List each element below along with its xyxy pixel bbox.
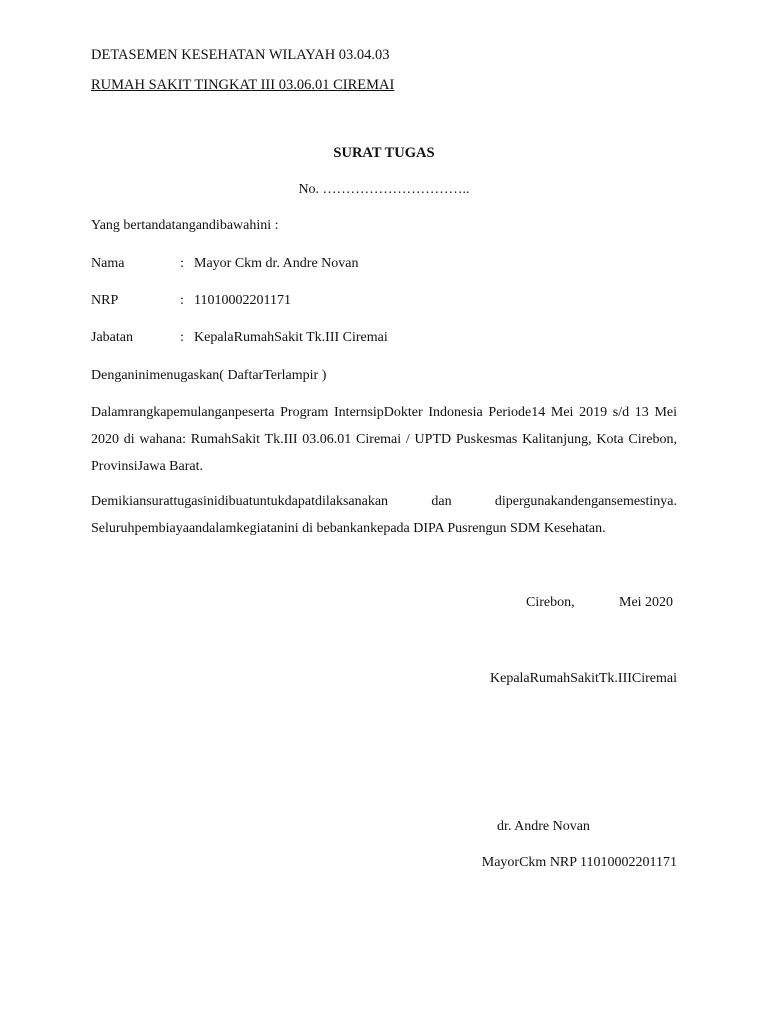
signatory-position: KepalaRumahSakitTk.IIICiremai xyxy=(490,671,677,686)
assignment-text: Denganinimenugaskan( DaftarTerlampir ) xyxy=(91,368,327,383)
field-jabatan-value: KepalaRumahSakit Tk.III Ciremai xyxy=(194,330,388,345)
document-title: SURAT TUGAS xyxy=(333,145,435,161)
field-nrp-value: 11010002201171 xyxy=(194,293,291,308)
closing-paragraph: Demikiansurattugasinidibuatuntukdapatdilaksanakan dan dipergunakandengansemestinya. Seluruhpembiayaandalamkegiatanini di bebankankepada DIPA Pusrengun SDM Kesehatan. xyxy=(91,494,677,536)
signatory-rank-nrp: MayorCkm NRP 11010002201171 xyxy=(481,855,677,870)
field-nrp-separator: : xyxy=(180,293,184,308)
field-nama-separator: : xyxy=(180,256,184,271)
intro-text: Yang bertandatangandibawahini : xyxy=(91,218,279,233)
field-jabatan-label: Jabatan xyxy=(91,330,133,345)
field-jabatan-separator: : xyxy=(180,330,184,345)
purpose-paragraph: Dalamrangkapemulanganpeserta Program InternsipDokter Indonesia Periode14 Mei 2019 s/d 13 Mei 2020 di wahana: RumahSakit Tk.III 03.06.01 Ciremai / UPTD Puskesmas Kalitanjung, Kota Cirebon, ProvinsiJawa Barat. xyxy=(91,405,677,474)
field-nrp-label: NRP xyxy=(91,293,119,308)
signatory-name: dr. Andre Novan xyxy=(497,819,590,834)
field-nama-value: Mayor Ckm dr. Andre Novan xyxy=(194,256,359,271)
field-nama-label: Nama xyxy=(91,256,125,271)
header-unit: DETASEMEN KESEHATAN WILAYAH 03.04.03 xyxy=(91,47,390,63)
place-text: Cirebon, xyxy=(526,595,575,610)
date-text: Mei 2020 xyxy=(619,595,674,610)
document-number: No. ………………………….. xyxy=(298,182,470,197)
place-date xyxy=(526,595,674,611)
header-hospital: RUMAH SAKIT TINGKAT III 03.06.01 CIREMAI xyxy=(91,77,395,93)
